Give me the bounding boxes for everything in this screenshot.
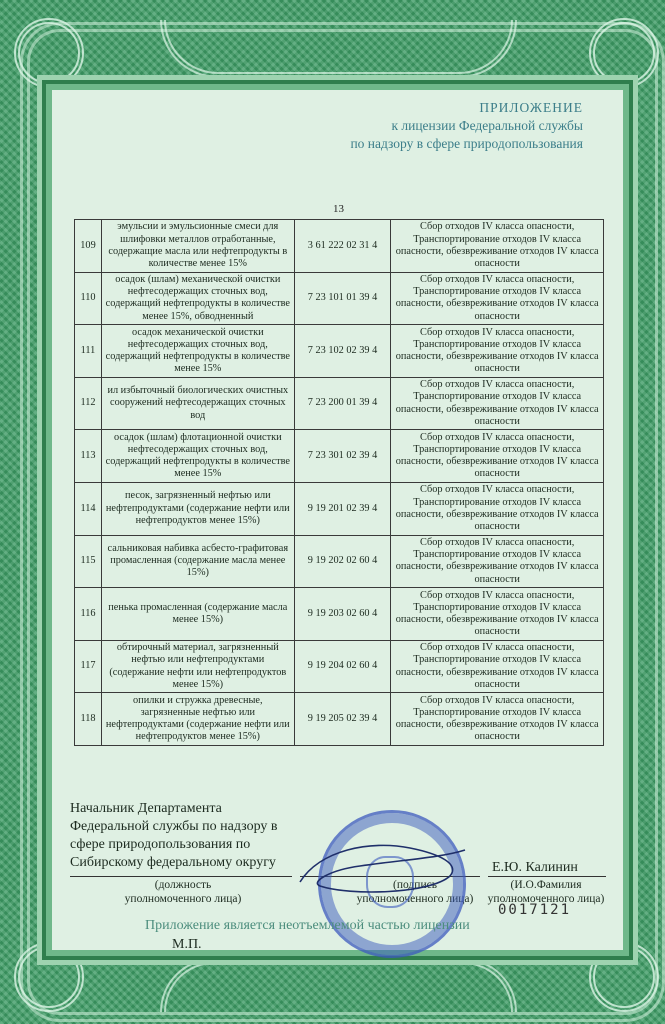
waste-name: опилки и стружка древесные, загрязненные нефтью или нефтепродуктами (содержание нефти или нефтепродуктов менее 15%)	[101, 693, 294, 746]
table-row	[75, 693, 604, 746]
waste-name: эмульсии и эмульсионные смеси для шлифовки металлов отработанные, содержащие масла или нефтепродукты в количестве менее 15%	[101, 220, 294, 273]
table-row	[75, 377, 604, 430]
table-row	[75, 325, 604, 378]
signatory-name: Е.Ю. Калинин	[492, 860, 578, 875]
table-row	[75, 220, 604, 273]
table-row	[75, 535, 604, 588]
waste-table	[74, 219, 604, 746]
position-line-2: Федеральной службы по надзору в	[70, 819, 278, 834]
position-line-4: Сибирскому федеральному округу	[70, 855, 276, 870]
bottom-ornament	[160, 958, 517, 1012]
table-row	[75, 272, 604, 325]
row-number: 109	[75, 220, 102, 273]
caption-position: (должность уполномоченного лица)	[124, 879, 242, 905]
waste-name: осадок (шлам) флотационной очистки нефтесодержащих сточных вод, содержащий нефтепродукты в количестве менее 15%	[101, 430, 294, 483]
waste-code: 7 23 102 02 39 4	[294, 325, 391, 378]
waste-code: 9 19 205 02 39 4	[294, 693, 391, 746]
work-types: Сбор отходов IV класса опасности, Транспортирование отходов IV класса опасности, обезвреживание отходов IV класса опасности	[391, 325, 604, 378]
row-number: 118	[75, 693, 102, 746]
waste-code: 7 23 101 01 39 4	[294, 272, 391, 325]
row-number: 112	[75, 377, 102, 430]
waste-code: 9 19 203 02 60 4	[294, 588, 391, 641]
waste-code: 7 23 200 01 39 4	[294, 377, 391, 430]
row-number: 114	[75, 482, 102, 535]
table-row	[75, 588, 604, 641]
corner-rosette-top-right	[589, 18, 659, 88]
waste-name: песок, загрязненный нефтью или нефтепродуктами (содержание нефти или нефтепродуктов менее 15%)	[101, 482, 294, 535]
work-types: Сбор отходов IV класса опасности, Транспортирование отходов IV класса опасности, обезвреживание отходов IV класса опасности	[391, 693, 604, 746]
serial-number: 0017121	[498, 902, 572, 918]
work-types: Сбор отходов IV класса опасности, Транспортирование отходов IV класса опасности, обезвреживание отходов IV класса опасности	[391, 640, 604, 693]
waste-code: 9 19 201 02 39 4	[294, 482, 391, 535]
signatory-position	[70, 800, 278, 872]
work-types: Сбор отходов IV класса опасности, Транспортирование отходов IV класса опасности, обезвреживание отходов IV класса опасности	[391, 535, 604, 588]
work-types: Сбор отходов IV класса опасности, Транспортирование отходов IV класса опасности, обезвреживание отходов IV класса опасности	[391, 430, 604, 483]
corner-rosette-top-left	[14, 18, 84, 88]
work-types: Сбор отходов IV класса опасности, Транспортирование отходов IV класса опасности, обезвреживание отходов IV класса опасности	[391, 220, 604, 273]
caption-fio: (И.О.Фамилия уполномоченного лица)	[487, 879, 605, 905]
seal-place-label: М.П.	[172, 937, 202, 952]
waste-name: пенька промасленная (содержание масла менее 15%)	[101, 588, 294, 641]
waste-name: осадок механической очистки нефтесодержащих сточных вод, содержащий нефтепродукты в количестве менее 15%	[101, 325, 294, 378]
table-row	[75, 482, 604, 535]
row-number: 117	[75, 640, 102, 693]
top-ornament	[160, 20, 517, 78]
row-number: 111	[75, 325, 102, 378]
waste-code: 7 23 301 02 39 4	[294, 430, 391, 483]
row-number: 115	[75, 535, 102, 588]
appendix-note: Приложение является неотъемлемой частью лицензии	[145, 918, 470, 933]
appendix-header	[350, 99, 583, 153]
waste-name: обтирочный материал, загрязненный нефтью или нефтепродуктами (содержание нефти или нефтепродуктов менее 15%)	[101, 640, 294, 693]
table-row	[75, 640, 604, 693]
work-types: Сбор отходов IV класса опасности, Транспортирование отходов IV класса опасности, обезвреживание отходов IV класса опасности	[391, 482, 604, 535]
appendix-subtitle-1: к лицензии Федеральной службы	[391, 118, 583, 133]
caption-signature: (подпись уполномоченного лица)	[356, 879, 474, 905]
waste-code: 3 61 222 02 31 4	[294, 220, 391, 273]
row-number: 113	[75, 430, 102, 483]
fio-underline	[488, 876, 606, 877]
row-number: 110	[75, 272, 102, 325]
table-row	[75, 430, 604, 483]
position-line-3: сфере природопользования по	[70, 837, 251, 852]
waste-name: сальниковая набивка асбесто-графитовая промасленная (содержание масла менее 15%)	[101, 535, 294, 588]
waste-name: осадок (шлам) механической очистки нефтесодержащих сточных вод, содержащий нефтепродукты в количестве менее 15%, обводненный	[101, 272, 294, 325]
waste-name: ил избыточный биологических очистных сооружений нефтесодержащих сточных вод	[101, 377, 294, 430]
work-types: Сбор отходов IV класса опасности, Транспортирование отходов IV класса опасности, обезвреживание отходов IV класса опасности	[391, 588, 604, 641]
work-types: Сбор отходов IV класса опасности, Транспортирование отходов IV класса опасности, обезвреживание отходов IV класса опасности	[391, 377, 604, 430]
work-types: Сбор отходов IV класса опасности, Транспортирование отходов IV класса опасности, обезвреживание отходов IV класса опасности	[391, 272, 604, 325]
position-line-1: Начальник Департамента	[70, 801, 222, 816]
appendix-subtitle-2: по надзору в сфере природопользования	[350, 136, 583, 151]
position-underline	[70, 876, 292, 877]
waste-code: 9 19 202 02 60 4	[294, 535, 391, 588]
page-number: 13	[333, 203, 344, 215]
appendix-title: ПРИЛОЖЕНИЕ	[479, 100, 583, 115]
handwritten-signature	[290, 830, 470, 900]
row-number: 116	[75, 588, 102, 641]
waste-code: 9 19 204 02 60 4	[294, 640, 391, 693]
